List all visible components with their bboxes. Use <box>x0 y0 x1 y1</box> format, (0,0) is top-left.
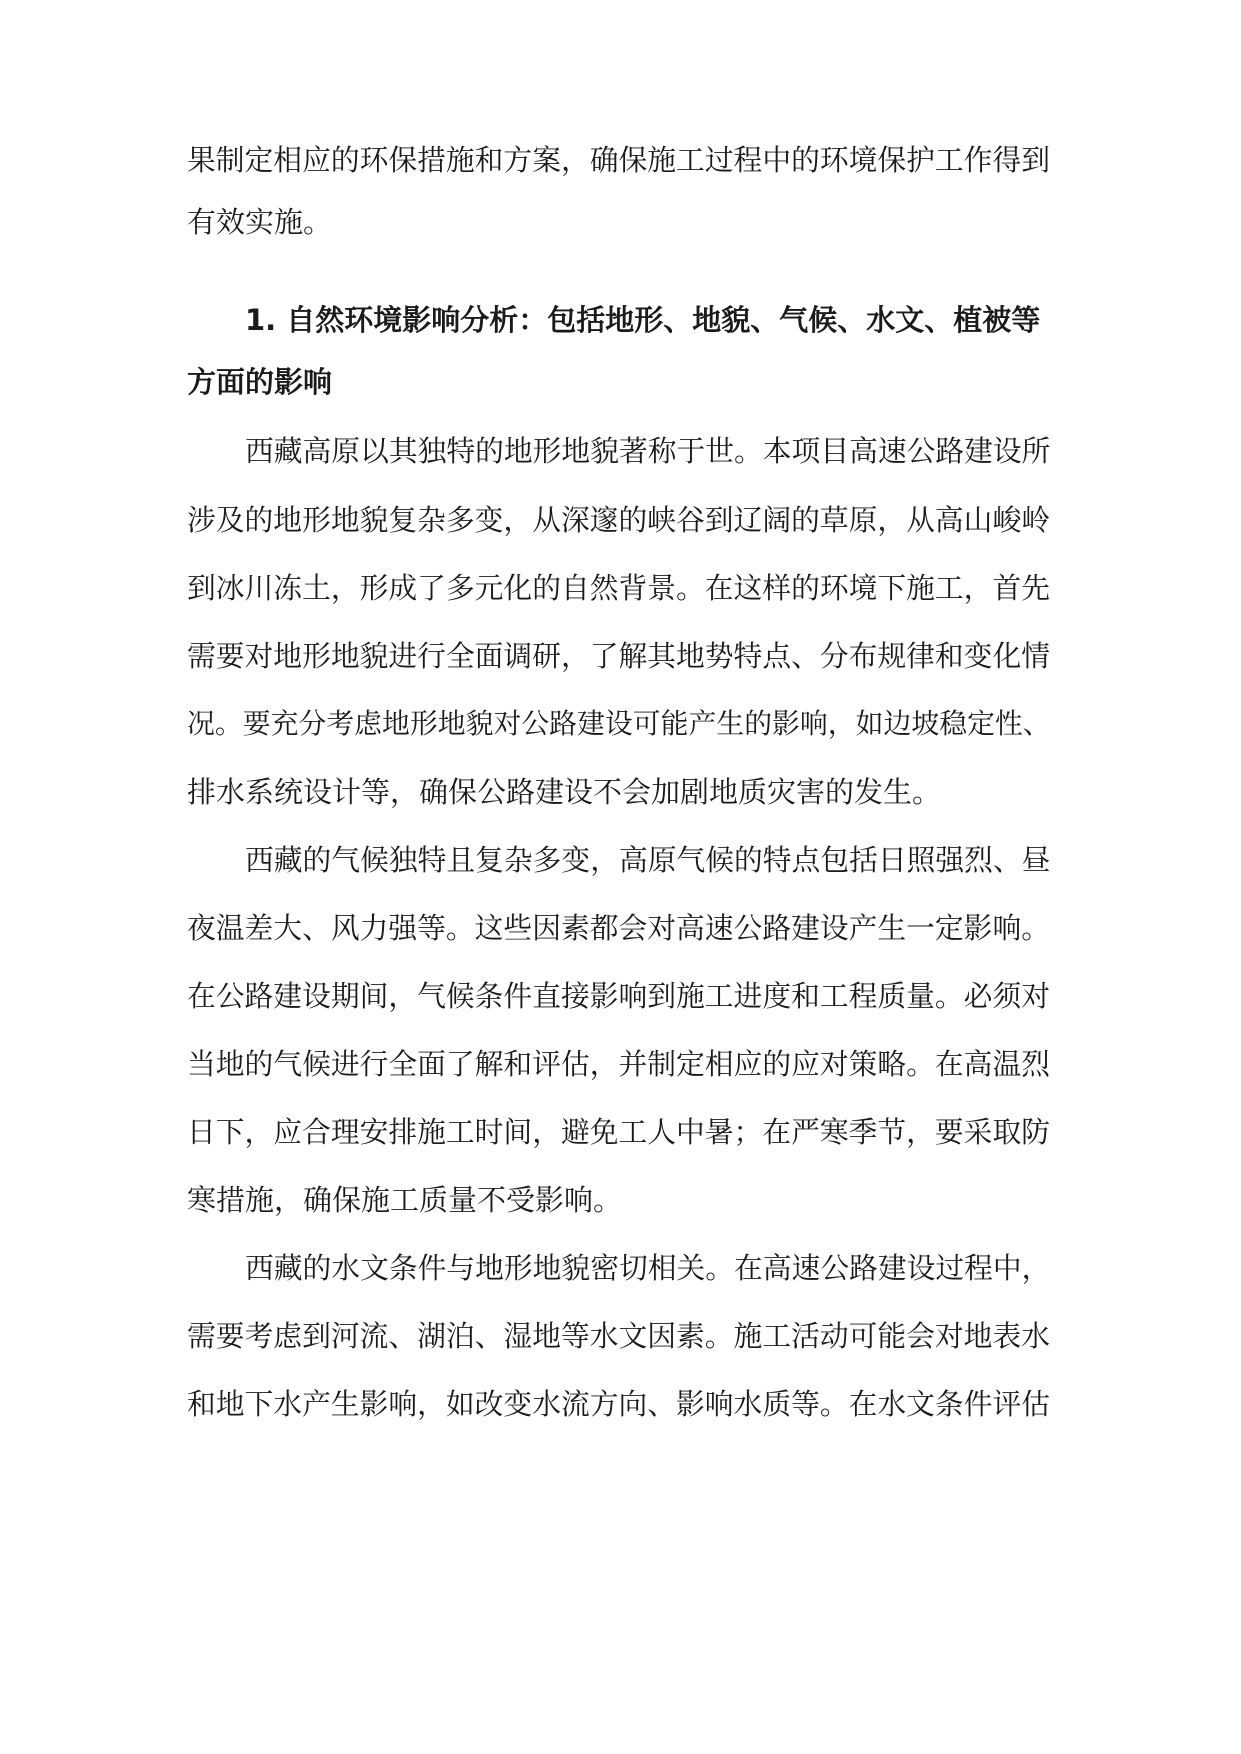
paragraph-line: 况。要充分考虑地形地貌对公路建设可能产生的影响，如边坡稳定性、 <box>187 707 1051 740</box>
paragraph-line: 和地下水产生影响，如改变水流方向、影响水质等。在水文条件评估 <box>187 1387 1050 1421</box>
paragraph-line: 需要考虑到河流、湖泊、湿地等水文因素。施工活动可能会对地表水 <box>187 1319 1050 1353</box>
paragraph-line: 西藏的水文条件与地形地貌密切相关。在高速公路建设过程中， <box>245 1251 1051 1285</box>
paragraph-line: 排水系统设计等，确保公路建设不会加剧地质灾害的发生。 <box>187 775 942 809</box>
section-heading-continued: 方面的影响 <box>187 365 333 399</box>
paragraph-line: 需要对地形地貌进行全面调研，了解其地势特点、分布规律和变化情 <box>187 639 1050 673</box>
paragraph-line: 西藏的气候独特且复杂多变，高原气候的特点包括日照强烈、昼 <box>245 843 1051 877</box>
paragraph-line: 到冰川冻土，形成了多元化的自然背景。在这样的环境下施工，首先 <box>187 571 1050 605</box>
paragraph-line: 果制定相应的环保措施和方案，确保施工过程中的环境保护工作得到 <box>187 143 1050 177</box>
paragraph-line: 在公路建设期间，气候条件直接影响到施工进度和工程质量。必须对 <box>187 979 1050 1013</box>
paragraph-line: 西藏高原以其独特的地形地貌著称于世。本项目高速公路建设所 <box>245 434 1051 468</box>
paragraph-line: 涉及的地形地貌复杂多变，从深邃的峡谷到辽阔的草原，从高山峻岭 <box>187 503 1050 537</box>
section-heading: 1. 自然环境影响分析：包括地形、地貌、气候、水文、植被等 <box>245 303 1041 337</box>
paragraph-line: 日下，应合理安排施工时间，避免工人中暑；在严寒季节，要采取防 <box>187 1115 1050 1149</box>
paragraph-line: 寒措施，确保施工质量不受影响。 <box>187 1183 623 1217</box>
paragraph-line: 当地的气候进行全面了解和评估，并制定相应的应对策略。在高温烈 <box>187 1047 1050 1081</box>
paragraph-line: 夜温差大、风力强等。这些因素都会对高速公路建设产生一定影响。 <box>187 911 1050 945</box>
paragraph-line: 有效实施。 <box>187 205 333 239</box>
